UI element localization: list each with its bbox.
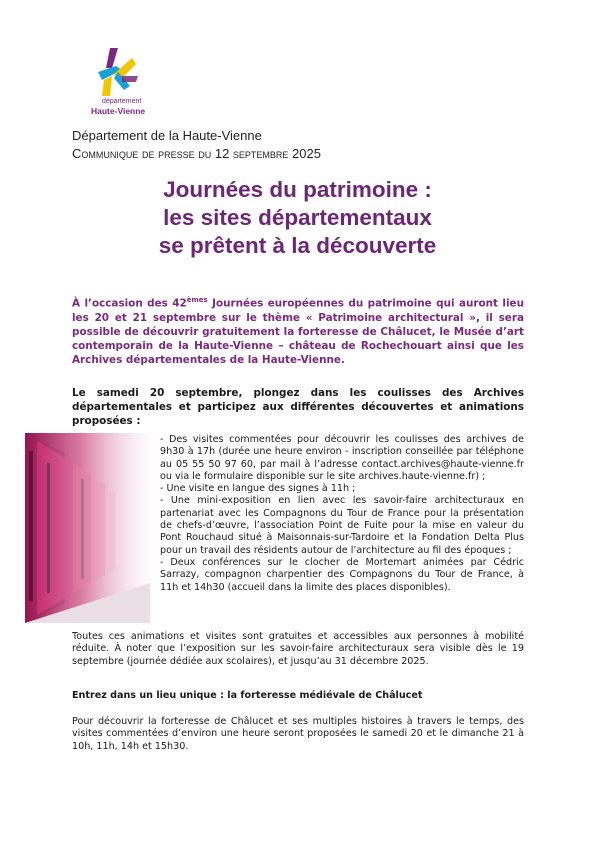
logo-text-departement: département bbox=[102, 98, 142, 105]
department-logo bbox=[82, 44, 152, 120]
title-line-2: les sites départementaux bbox=[163, 205, 432, 230]
archives-shelves-photo bbox=[25, 433, 150, 623]
activities-list bbox=[160, 434, 524, 594]
list-item: - Une visite en langue des signes à 11h ; bbox=[160, 483, 356, 495]
press-release-date: Communique de presse du 12 septembre 2025 bbox=[72, 146, 321, 161]
list-item: - Des visites commentées pour découvrir les coulisses des archives de 9h30 à 17h (durée une heure environ - inscription conseillée par téléphone au 05 55 50 97 60, par mail à l’adresse contact.archives@haute-vienne.fr ou via le formulaire disponible sur le site archives.haute-vienne.fr) ; bbox=[160, 434, 524, 482]
page-title bbox=[60, 176, 535, 260]
logo-text-haute-vienne: Haute-Vienne bbox=[91, 106, 146, 116]
intro-text-start: À l’occasion des 42 bbox=[72, 297, 187, 310]
chalucet-paragraph: Pour découvrir la forteresse de Châlucet et ses multiples histoires à travers le temps, des visites commentées d’environ une heure seront proposées le samedi 20 et le dimanche 21 à 10h, 11h, 14h et 15h30. bbox=[72, 716, 524, 752]
section-heading-chalucet: Entrez dans un lieu unique : la forteresse médiévale de Châlucet bbox=[72, 690, 423, 701]
organisation-name: Département de la Haute-Vienne bbox=[72, 128, 262, 143]
intro-paragraph bbox=[72, 293, 524, 367]
archives-lead-paragraph: Le samedi 20 septembre, plongez dans les coulisses des Archives départementales et participez aux différentes découvertes et animations proposées : bbox=[72, 387, 524, 427]
accessibility-paragraph: Toutes ces animations et visites sont gratuites et accessibles aux personnes à mobilité réduite. À noter que l’exposition sur les savoir-faire architecturaux sera visible dès le 19 septembre (journée dédiée aux scolaires), et jusqu’au 31 décembre 2025. bbox=[72, 631, 524, 667]
title-line-3: se prêtent à la découverte bbox=[158, 233, 437, 258]
intro-text-end: Journées européennes du patrimoine qui auront lieu les 20 et 21 septembre sur le thème « Patrimoine architectural », il sera possible de découvrir gratuitement la forteresse de Châlucet, le Musée d’art contemporain de la Haute-Vienne – château de Rochechouart ainsi que les Archives départementales de la Haute-Vienne. bbox=[72, 297, 524, 367]
logo-mark-icon bbox=[92, 46, 142, 98]
intro-ordinal-suffix: èmes bbox=[186, 296, 208, 304]
list-item: - Deux conférences sur le clocher de Mortemart animées par Cédric Sarrazy, compagnon charpentier des Compagnons du Tour de France, à 11h et 14h30 (accueil dans la limite des places disponibles). bbox=[160, 556, 524, 593]
title-line-1: Journées du patrimoine : bbox=[163, 177, 432, 202]
list-item: - Une mini-exposition en lien avec les savoir-faire architecturaux en partenariat avec les Compagnons du Tour de France pour la présentation de chefs-d’œuvre, l’association Point de Fuite pour la mise en valeur du Pont Rouchaud situé à Maisonnais-sur-Tardoire et la Fondation Delta Plus pour un travail des résidents autour de l’architecture au fil des époques ; bbox=[160, 495, 524, 556]
